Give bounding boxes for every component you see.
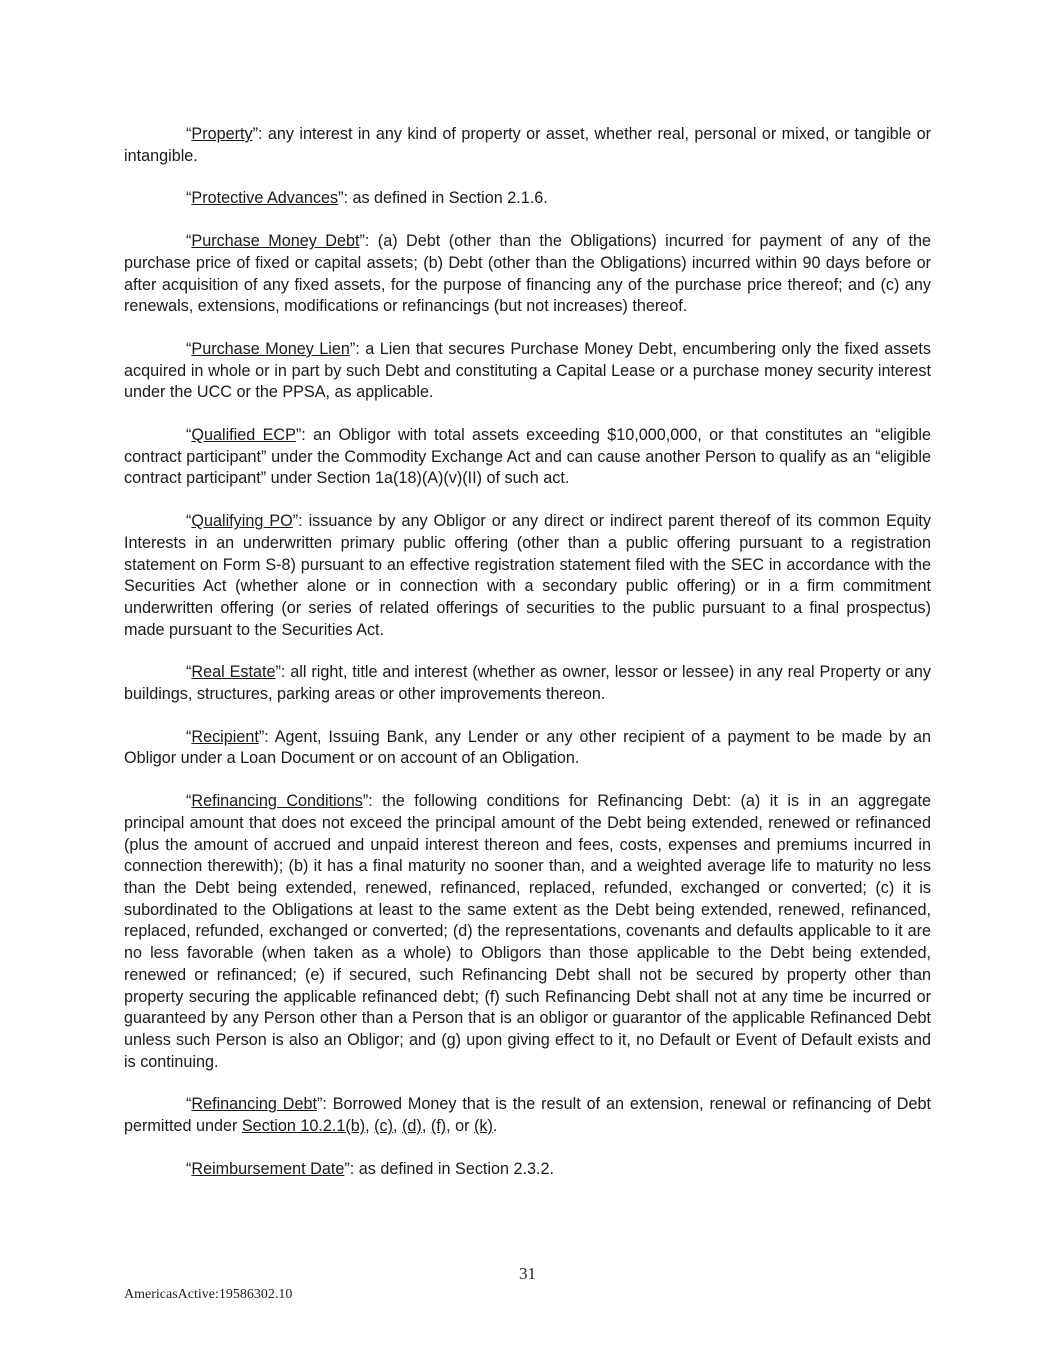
defined-term: Refinancing Conditions (191, 792, 363, 811)
definition-text: : any interest in any kind of property or asset, whether real, personal or mixed, or tangible or intangible. (124, 125, 931, 165)
definition-text: : Borrowed Money that is the result of an extension, renewal or refinancing of Debt permitted under (124, 1095, 931, 1136)
definition-refinancing-debt: “Refinancing Debt”: Borrowed Money that is the result of an extension, renewal or refinancing of Debt permitted under Section 10.2.1(b), (c), (d), (f), or (k). (124, 1095, 931, 1136)
definition-reimbursement-date: “Reimbursement Date”: as defined in Section 2.3.2. (186, 1159, 555, 1178)
definition-text: : issuance by any Obligor or any direct or indirect parent thereof of its common Equity Interests in an underwritten primary public offering (other than a public offering pursuant to a registration statement on Form S-8) pursuant to an effective registration statement filed with the SEC in accordance with the Securities Act (whether alone or in connection with a secondary public offering) or in a firm commitment underwritten offering (or series of related offerings of securities to the public pursuant to a final prospectus) made pursuant to the Securities Act. (124, 512, 932, 639)
defined-term: Qualified ECP (191, 426, 296, 445)
definition-property: “Property”: any interest in any kind of property or asset, whether real, personal or mixed, or tangible or intangible. (124, 125, 931, 165)
section-reference: Section 10.2.1(b) (241, 1117, 366, 1136)
document-id-footer: AmericasActive:19586302.10 (124, 1287, 293, 1302)
definition-text: : the following conditions for Refinancing Debt: (a) it is in an aggregate principal amount that does not exceed the principal amount of the Debt being extended, renewed or refinanced (plus the amount of accrued and unpaid interest thereon and fees, costs, expenses and premiums incurred in connection therewith); (b) it has a final maturity no sooner than, and a weighted average life to maturity no less than the Debt being extended, renewed, refinanced, replaced, refunded, exchanged or converted; (c) it is subordinated to the Obligations at least to the same extent as the Debt being extended, renewed, refinanced, replaced, refunded, exchanged or converted; (d) the representations, covenants and defaults applicable to it are no less favorable (when taken as a whole) to Obligors than those applicable to the Debt being extended, renewed or refinanced; (e) if secured, such Refinancing Debt shall not be secured by property other than property securing the applicable refinanced debt; (f) such Refinancing Debt shall not at any time be incurred or guaranteed by any Person other than a Person that is an obligor or guarantor of the applicable Refinanced Debt unless such Person is also an Obligor; and (g) upon giving effect to it, no Default or Event of Default exists and is continuing. (124, 792, 932, 1071)
definition-text: : as defined in Section 2.3.2. (349, 1159, 555, 1178)
definition-protective-advances: “Protective Advances”: as defined in Section 2.1.6. (186, 189, 548, 208)
definition-real-estate: “Real Estate”: all right, title and interest (whether as owner, lessor or lessee) in any real Property or any buildings, structures, parking areas or other improvements thereon. (124, 663, 931, 704)
definition-qualifying-po: “Qualifying PO”: issuance by any Obligor or any direct or indirect parent thereof of its common Equity Interests in an underwritten primary public offering (other than a public offering pursuant to a registration statement on Form S-8) pursuant to an effective registration statement filed with the SEC in accordance with the Securities Act (whether alone or in connection with a secondary public offering) or in a firm commitment underwritten offering (or series of related offerings of securities to the public pursuant to a final prospectus) made pursuant to the Securities Act. (124, 512, 932, 639)
defined-term: Refinancing Debt (191, 1095, 317, 1114)
defined-term: Purchase Money Debt (191, 232, 360, 251)
defined-term: Purchase Money Lien (191, 339, 350, 358)
defined-term: Reimbursement Date (191, 1159, 345, 1178)
definition-text: : as defined in Section 2.1.6. (343, 189, 548, 208)
defined-term: Qualifying PO (191, 512, 293, 531)
definition-refinancing-conditions: “Refinancing Conditions”: the following conditions for Refinancing Debt: (a) it is in an aggregate principal amount that does not exceed the principal amount of the Debt being extended, renewed or refinanced (plus the amount of accrued and unpaid interest thereon and fees, costs, expenses and premiums incurred in connection therewith); (b) it has a final maturity no sooner than, and a weighted average life to maturity no less than the Debt being extended, renewed, refinanced, replaced, refunded, exchanged or converted; (c) it is subordinated to the Obligations at least to the same extent as the Debt being extended, renewed, refinanced, replaced, refunded, exchanged or converted; (d) the representations, covenants and defaults applicable to it are no less favorable (when taken as a whole) to Obligors than those applicable to the Debt being extended, renewed or refinanced; (e) if secured, such Refinancing Debt shall not be secured by property other than property securing the applicable refinanced debt; (f) such Refinancing Debt shall not at any time be incurred or guaranteed by any Person other than a Person that is an obligor or guarantor of the applicable Refinanced Debt unless such Person is also an Obligor; and (g) upon giving effect to it, no Default or Event of Default exists and is continuing. (124, 792, 932, 1071)
clause-reference: (k) (474, 1117, 493, 1136)
defined-term: Protective Advances (191, 189, 339, 208)
defined-term: Real Estate (191, 663, 276, 682)
clause-reference: (c) (374, 1117, 394, 1136)
definition-purchase-money-lien: “Purchase Money Lien”: a Lien that secures Purchase Money Debt, encumbering only the fixed assets acquired in whole or in part by such Debt and constituting a Capital Lease or a purchase money security interest under the UCC or the PPSA, as applicable. (124, 339, 931, 402)
definition-text: : all right, title and interest (whether as owner, lessor or lessee) in any real Property or any buildings, structures, parking areas or other improvements thereon. (124, 663, 931, 704)
defined-term: Recipient (191, 727, 259, 746)
clause-reference: (d) (402, 1117, 422, 1136)
defined-term: Property (191, 125, 253, 143)
definition-purchase-money-debt: “Purchase Money Debt”: (a) Debt (other than the Obligations) incurred for payment of any of the purchase price of fixed or capital assets; (b) Debt (other than the Obligations) incurred within 90 days before or after acquisition of any fixed assets, for the purpose of financing any of the purchase price thereof; and (c) any renewals, extensions, modifications or refinancings (but not increases) thereof. (124, 232, 931, 316)
definition-text: : (a) Debt (other than the Obligations) incurred for payment of any of the purchase price of fixed or capital assets; (b) Debt (other than the Obligations) incurred within 90 days before or after acquisition of any fixed assets, for the purpose of financing any of the purchase price thereof; and (c) any renewals, extensions, modifications or refinancings (but not increases) thereof. (124, 232, 931, 316)
definition-text: : an Obligor with total assets exceeding $10,000,000, or that constitutes an “eligible contract participant” under the Commodity Exchange Act and can cause another Person to qualify as an “eligible contract participant” under Section 1a(18)(A)(v)(II) of such act. (124, 426, 931, 488)
page-number: 31 (519, 1264, 536, 1283)
definition-text: : Agent, Issuing Bank, any Lender or any other recipient of a payment to be made by an Obligor under a Loan Document or on account of an Obligation. (124, 727, 931, 768)
clause-reference: (f) (430, 1117, 447, 1136)
definition-text: : a Lien that secures Purchase Money Debt, encumbering only the fixed assets acquired in whole or in part by such Debt and constituting a Capital Lease or a purchase money security interest under the UCC or the PPSA, as applicable. (124, 339, 931, 402)
definition-qualified-ecp: “Qualified ECP”: an Obligor with total assets exceeding $10,000,000, or that constitutes an “eligible contract participant” under the Commodity Exchange Act and can cause another Person to qualify as an “eligible contract participant” under Section 1a(18)(A)(v)(II) of such act. (124, 426, 931, 488)
definition-recipient: “Recipient”: Agent, Issuing Bank, any Lender or any other recipient of a payment to be made by an Obligor under a Loan Document or on account of an Obligation. (124, 727, 931, 768)
document-body (124, 124, 931, 1201)
